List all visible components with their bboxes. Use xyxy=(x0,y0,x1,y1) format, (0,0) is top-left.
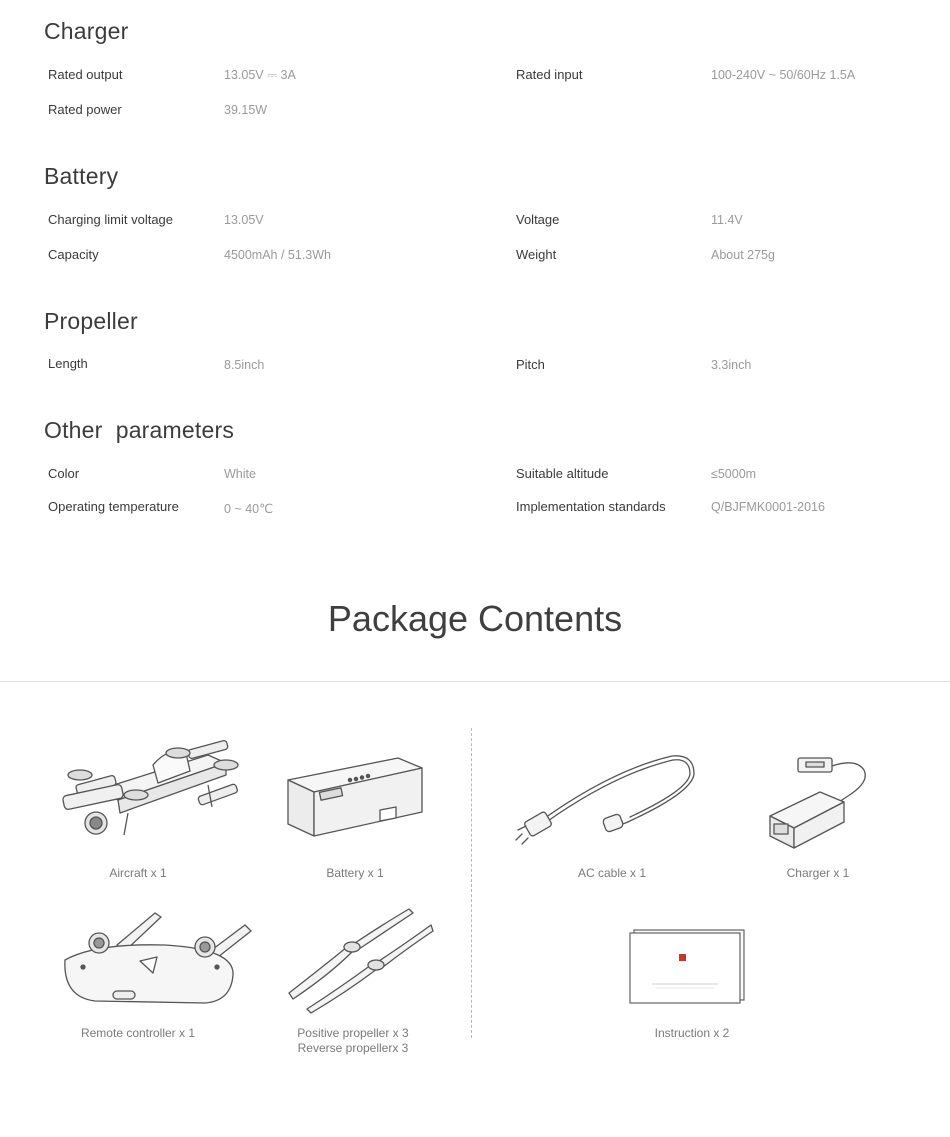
operating-temperature-label: Operating temperature xyxy=(48,499,179,514)
weight-label: Weight xyxy=(516,247,557,262)
section-title-charger: Charger xyxy=(44,18,129,44)
pitch-label: Pitch xyxy=(516,357,545,372)
propeller-icon xyxy=(285,905,435,1015)
rated-input-label: Rated input xyxy=(516,67,583,82)
length-label: Length xyxy=(48,356,88,371)
drone-icon xyxy=(58,735,248,845)
instruction-booklet-icon xyxy=(628,926,748,1006)
ac-cable-icon xyxy=(512,750,702,850)
weight-value: About 275g xyxy=(711,248,775,262)
dashed-divider xyxy=(471,728,472,1038)
caption-propeller-positive: Positive propeller x 3 xyxy=(297,1026,409,1040)
capacity-value: 4500mAh / 51.3Wh xyxy=(224,248,332,262)
section-title-propeller: Propeller xyxy=(44,308,138,334)
capacity-label: Capacity xyxy=(48,247,99,262)
caption-propeller-reverse: Reverse propellerx 3 xyxy=(297,1041,409,1055)
rated-output-label: Rated output xyxy=(48,67,123,82)
voltage-value: 11.4V xyxy=(711,213,743,227)
caption-aircraft: Aircraft x 1 xyxy=(109,866,167,880)
battery-pack-icon xyxy=(280,752,430,842)
color-label: Color xyxy=(48,466,80,481)
section-title-battery: Battery xyxy=(44,163,119,189)
caption-instruction: Instruction x 2 xyxy=(654,1026,730,1040)
charger-icon xyxy=(760,752,875,857)
pitch-value: 3.3inch xyxy=(711,358,752,372)
section-title-other-parameters: Other parameters xyxy=(44,417,235,443)
operating-temperature-value: 0 ~ 40℃ xyxy=(224,502,274,516)
caption-remote-controller: Remote controller x 1 xyxy=(80,1026,196,1040)
suitable-altitude-value: ≤5000m xyxy=(711,467,757,481)
caption-battery: Battery x 1 xyxy=(326,866,384,880)
color-value: White xyxy=(224,467,256,481)
implementation-standards-value: Q/BJFMK0001-2016 xyxy=(711,500,825,514)
caption-ac-cable: AC cable x 1 xyxy=(577,866,647,880)
rated-output-value: 13.05V ⎓ 3A xyxy=(224,68,296,82)
rated-power-value: 39.15W xyxy=(224,103,268,117)
length-value: 8.5inch xyxy=(224,358,265,372)
implementation-standards-label: Implementation standards xyxy=(516,499,666,514)
charging-limit-voltage-label: Charging limit voltage xyxy=(48,212,174,227)
remote-controller-icon xyxy=(55,905,260,1010)
section-divider xyxy=(0,681,950,682)
caption-charger: Charger x 1 xyxy=(786,866,850,880)
package-contents-title: Package Contents xyxy=(327,598,623,639)
voltage-label: Voltage xyxy=(516,212,560,227)
rated-power-label: Rated power xyxy=(48,102,122,117)
charging-limit-voltage-value: 13.05V xyxy=(224,213,264,227)
rated-input-value: 100-240V ~ 50/60Hz 1.5A xyxy=(711,68,856,82)
suitable-altitude-label: Suitable altitude xyxy=(516,466,609,481)
